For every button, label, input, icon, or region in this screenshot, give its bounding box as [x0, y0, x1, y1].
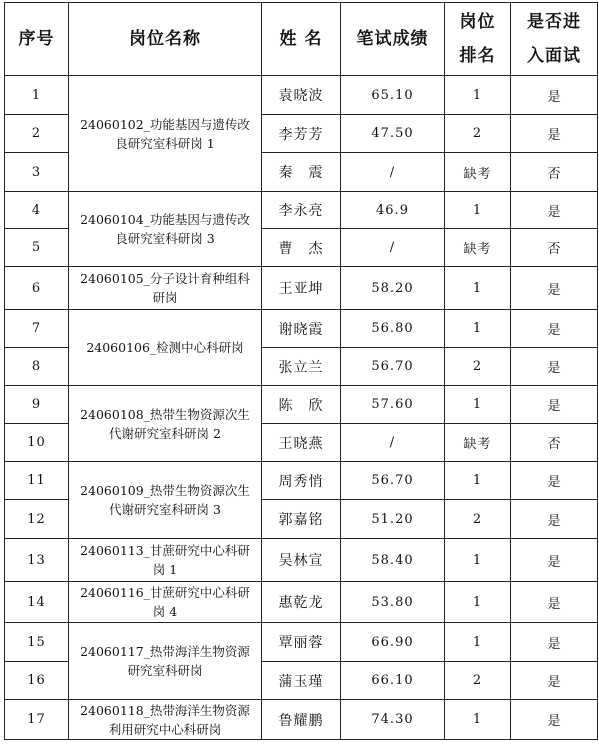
header-rank [445, 3, 511, 76]
row-rank: 1 [445, 192, 511, 229]
row-seq: 7 [5, 310, 69, 348]
header-interview-line1: 是否进 [527, 12, 581, 32]
header-score: 笔试成绩 [341, 3, 445, 76]
row-post: 24060104_功能基因与遗传改良研究室科研岗 3 [69, 192, 262, 267]
row-seq: 12 [5, 500, 69, 539]
row-rank: 2 [445, 662, 511, 700]
header-post: 岗位名称 [69, 3, 262, 76]
header-seq: 序号 [5, 3, 69, 76]
row-rank: 1 [445, 582, 511, 623]
table-row [5, 267, 598, 310]
row-rank: 1 [445, 700, 511, 740]
table-row [5, 310, 598, 348]
table-row [5, 386, 598, 424]
row-rank: 1 [445, 623, 511, 662]
table-row [5, 539, 598, 582]
row-score: 47.50 [341, 115, 445, 153]
row-score: 58.20 [341, 267, 445, 310]
row-post: 24060113_甘蔗研究中心科研岗 1 [69, 539, 262, 582]
row-score: / [341, 424, 445, 462]
header-row [5, 3, 598, 76]
row-seq: 4 [5, 192, 69, 229]
row-name: 李永亮 [262, 192, 341, 229]
row-score: 66.90 [341, 623, 445, 662]
row-rank: 1 [445, 310, 511, 348]
table-row [5, 76, 598, 115]
row-name: 王晓燕 [262, 424, 341, 462]
row-seq: 17 [5, 700, 69, 740]
row-seq: 1 [5, 76, 69, 115]
header-name: 姓 名 [262, 3, 341, 76]
row-name: 谢晓霞 [262, 310, 341, 348]
row-post: 24060108_热带生物资源次生代谢研究室科研岗 2 [69, 386, 262, 462]
row-post: 24060118_热带海洋生物资源利用研究中心科研岗 [69, 700, 262, 740]
row-rank: 缺考 [445, 153, 511, 192]
row-score: 57.60 [341, 386, 445, 424]
row-score: 56.70 [341, 462, 445, 500]
row-interview: 是 [511, 267, 598, 310]
row-interview: 是 [511, 115, 598, 153]
row-post: 24060116_甘蔗研究中心科研岗 4 [69, 582, 262, 623]
row-score: 74.30 [341, 700, 445, 740]
row-interview: 是 [511, 700, 598, 740]
row-seq: 5 [5, 229, 69, 267]
row-name: 鲁耀鹏 [262, 700, 341, 740]
header-rank-line2: 排名 [459, 46, 496, 66]
table-row [5, 192, 598, 229]
row-post: 24060106_检测中心科研岗 [69, 310, 262, 386]
row-interview: 是 [511, 386, 598, 424]
row-rank: 缺考 [445, 424, 511, 462]
row-interview: 是 [511, 310, 598, 348]
row-rank: 1 [445, 76, 511, 115]
row-interview: 是 [511, 462, 598, 500]
row-interview: 是 [511, 76, 598, 115]
row-interview: 是 [511, 192, 598, 229]
row-score: 53.80 [341, 582, 445, 623]
table-row [5, 582, 598, 623]
row-score: 51.20 [341, 500, 445, 539]
row-name: 蒲玉瑾 [262, 662, 341, 700]
row-name: 张立兰 [262, 348, 341, 386]
row-seq: 10 [5, 424, 69, 462]
row-interview: 是 [511, 662, 598, 700]
exam-results-table [4, 2, 598, 740]
row-score: 56.70 [341, 348, 445, 386]
header-rank-line1: 岗位 [459, 12, 496, 32]
row-score: 58.40 [341, 539, 445, 582]
row-name: 袁晓波 [262, 76, 341, 115]
row-post: 24060102_功能基因与遗传改良研究室科研岗 1 [69, 76, 262, 192]
row-seq: 13 [5, 539, 69, 582]
row-interview: 是 [511, 348, 598, 386]
row-post: 24060117_热带海洋生物资源研究室科研岗 [69, 623, 262, 700]
row-rank: 2 [445, 115, 511, 153]
row-interview: 是 [511, 539, 598, 582]
row-interview: 否 [511, 153, 598, 192]
row-rank: 2 [445, 500, 511, 539]
row-seq: 8 [5, 348, 69, 386]
row-seq: 16 [5, 662, 69, 700]
table-row [5, 700, 598, 740]
row-interview: 是 [511, 500, 598, 539]
row-rank: 1 [445, 267, 511, 310]
row-score: / [341, 153, 445, 192]
row-name: 周秀悄 [262, 462, 341, 500]
row-name: 惠乾龙 [262, 582, 341, 623]
row-score: 66.10 [341, 662, 445, 700]
row-score: 56.80 [341, 310, 445, 348]
row-name: 李芳芳 [262, 115, 341, 153]
row-seq: 14 [5, 582, 69, 623]
row-name: 陈 欣 [262, 386, 341, 424]
header-interview [511, 3, 598, 76]
row-name: 曹 杰 [262, 229, 341, 267]
row-name: 秦 震 [262, 153, 341, 192]
row-name: 王亚坤 [262, 267, 341, 310]
row-interview: 否 [511, 424, 598, 462]
table-row [5, 623, 598, 662]
row-post: 24060105_分子设计育种组科研岗 [69, 267, 262, 310]
row-score: 46.9 [341, 192, 445, 229]
row-rank: 1 [445, 539, 511, 582]
row-interview: 否 [511, 229, 598, 267]
row-interview: 是 [511, 623, 598, 662]
row-rank: 1 [445, 462, 511, 500]
row-seq: 3 [5, 153, 69, 192]
row-post: 24060109_热带生物资源次生代谢研究室科研岗 3 [69, 462, 262, 539]
row-seq: 9 [5, 386, 69, 424]
row-name: 覃丽蓉 [262, 623, 341, 662]
row-seq: 15 [5, 623, 69, 662]
row-score: / [341, 229, 445, 267]
row-score: 65.10 [341, 76, 445, 115]
row-rank: 1 [445, 386, 511, 424]
row-seq: 11 [5, 462, 69, 500]
row-name: 郭嘉铭 [262, 500, 341, 539]
row-seq: 2 [5, 115, 69, 153]
row-name: 吴林宣 [262, 539, 341, 582]
row-seq: 6 [5, 267, 69, 310]
header-interview-line2: 入面试 [527, 46, 581, 66]
row-rank: 缺考 [445, 229, 511, 267]
row-interview: 是 [511, 582, 598, 623]
table-row [5, 462, 598, 500]
row-rank: 2 [445, 348, 511, 386]
